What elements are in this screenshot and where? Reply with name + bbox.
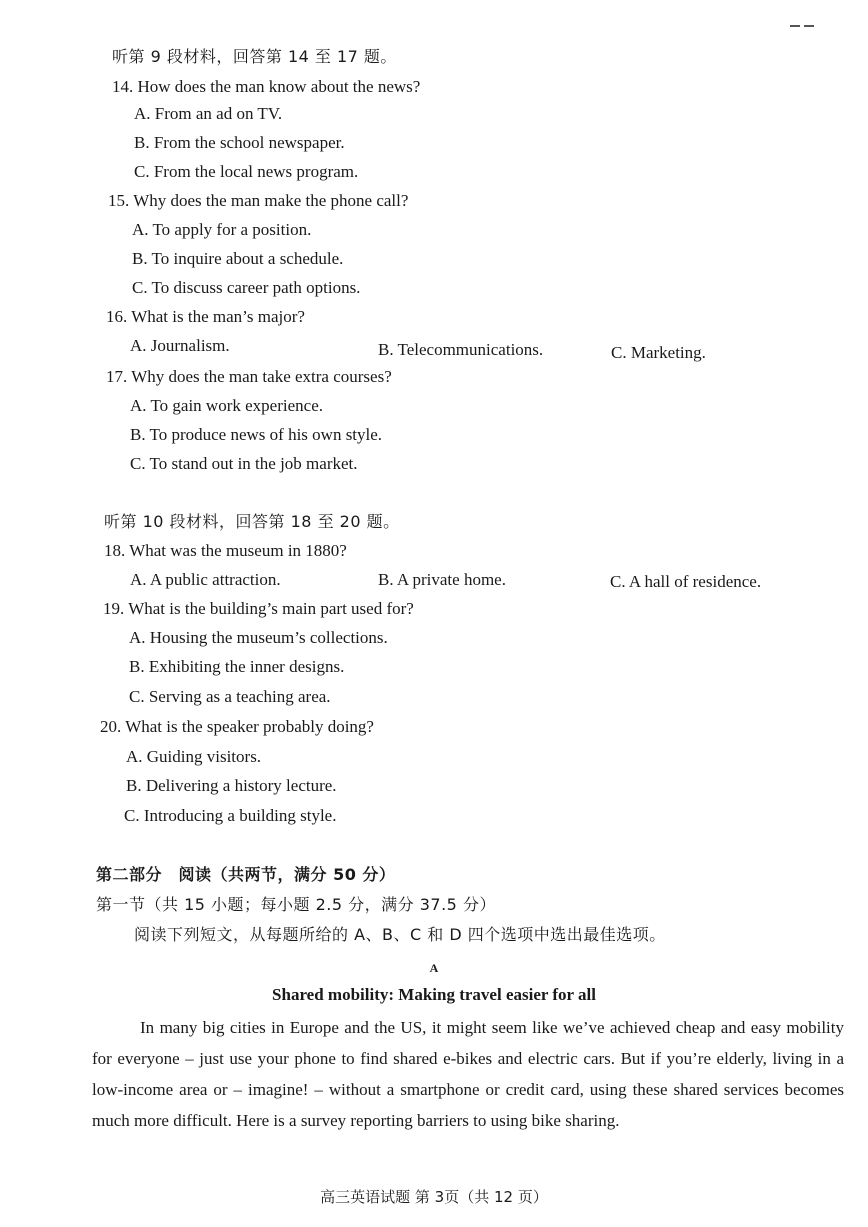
question-19-option-c: C. Serving as a teaching area.	[129, 687, 331, 706]
passage-label: A	[429, 961, 439, 975]
question-17-option-a: A. To gain work experience.	[130, 396, 323, 415]
section-1-heading: 第一节（共 15 小题；每小题 2.5 分，满分 37.5 分）	[96, 895, 496, 914]
page-footer: 高三英语试题 第 3页（共 12 页）	[320, 1188, 548, 1206]
section-10-heading: 听第 10 段材料，回答第 18 至 20 题。	[104, 512, 400, 531]
passage-title: Shared mobility: Making travel easier for all	[272, 985, 596, 1004]
question-18-option-a: A. A public attraction.	[130, 570, 281, 589]
reading-instruction: 阅读下列短文，从每题所给的 A、B、C 和 D 四个选项中选出最佳选项。	[134, 925, 666, 944]
passage-paragraph: In many big cities in Europe and the US, it might seem like we’ve achieved cheap and easy mobility for everyone – just use your phone to find shared e-bikes and electric cars. But if you’re elderly, living in a low-income area or – imagine! – without a smartphone or credit card, using these shared services becomes much more difficult. Here is a survey reporting barriers to using bike sharing.	[92, 1018, 844, 1130]
question-20-option-c: C. Introducing a building style.	[124, 806, 337, 825]
question-15-option-c: C. To discuss career path options.	[132, 278, 361, 297]
question-15-option-a: A. To apply for a position.	[132, 220, 312, 239]
question-18-option-c: C. A hall of residence.	[610, 572, 762, 591]
question-15-option-b: B. To inquire about a schedule.	[132, 249, 344, 268]
question-17-option-c: C. To stand out in the job market.	[130, 454, 358, 473]
question-16-option-c: C. Marketing.	[611, 343, 706, 362]
question-14-option-a: A. From an ad on TV.	[134, 104, 283, 123]
question-14-stem: 14. How does the man know about the news?	[112, 77, 421, 96]
question-20-option-b: B. Delivering a history lecture.	[126, 776, 337, 795]
question-15-stem: 15. Why does the man make the phone call?	[108, 191, 409, 210]
question-20-option-a: A. Guiding visitors.	[126, 747, 262, 766]
question-17-stem: 17. Why does the man take extra courses?	[106, 367, 392, 386]
question-16-option-b: B. Telecommunications.	[378, 340, 544, 359]
question-20-stem: 20. What is the speaker probably doing?	[100, 717, 374, 736]
question-14-option-c: C. From the local news program.	[134, 162, 359, 181]
question-19-stem: 19. What is the building’s main part used for?	[103, 599, 414, 618]
question-19-option-b: B. Exhibiting the inner designs.	[129, 657, 345, 676]
question-14-option-b: B. From the school newspaper.	[134, 133, 345, 152]
question-19-option-a: A. Housing the museum’s collections.	[129, 628, 388, 647]
question-16-option-a: A. Journalism.	[130, 336, 230, 355]
part-2-heading: 第二部分 阅读（共两节，满分 50 分）	[96, 865, 396, 884]
question-18-option-b: B. A private home.	[378, 570, 506, 589]
section-9-heading: 听第 9 段材料，回答第 14 至 17 题。	[112, 47, 397, 66]
corner-mark	[790, 12, 822, 20]
question-18-stem: 18. What was the museum in 1880?	[104, 541, 347, 560]
passage-body	[92, 1012, 844, 1136]
question-17-option-b: B. To produce news of his own style.	[130, 425, 383, 444]
question-16-stem: 16. What is the man’s major?	[106, 307, 305, 326]
